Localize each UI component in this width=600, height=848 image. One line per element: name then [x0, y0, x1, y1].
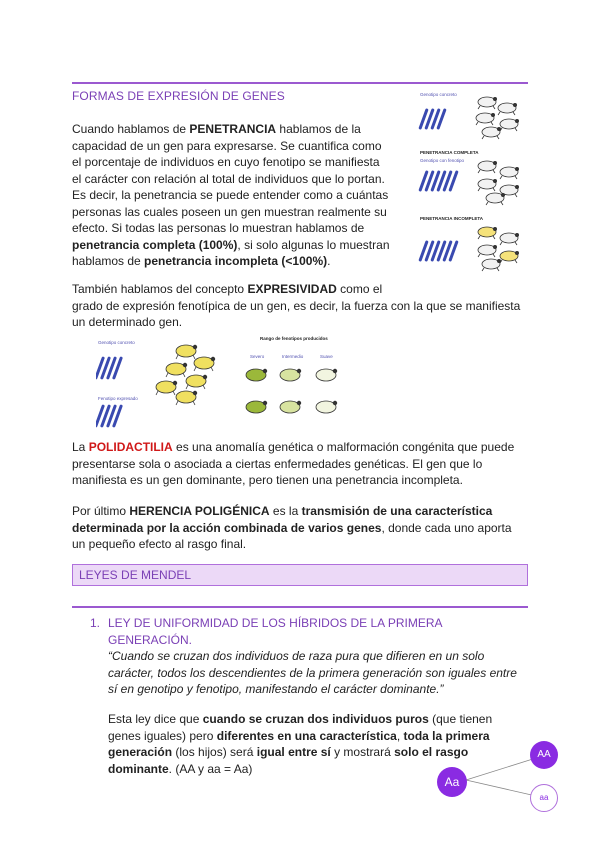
expr-col-1: Severo — [250, 354, 265, 359]
fig-label-incomplete: PENETRANCIA INCOMPLETA — [420, 216, 483, 221]
penetrance-figure — [416, 88, 528, 272]
expressivity-figure — [96, 334, 376, 430]
expr-col-2: Intermedio — [282, 354, 304, 359]
logo-circle-aa-hybrid: Aa — [437, 767, 467, 797]
penetrance-illustration — [416, 88, 528, 272]
polygenic-paragraph: Por último HERENCIA POLIGÉNICA es la transmisión de una característica determinada por la acción combinada de varios genes, donde cada uno aporta un pequeño efecto al rasgo final. — [72, 504, 512, 551]
polydactyly-paragraph: La POLIDACTILIA es una anomalía genética o malformación congénita que puede presentarse sola o asociada a ciertas enfermedades genéticas. El gen que lo manifiesta es un gen dominante, pero tienen una penetrancia incompleta. — [72, 440, 515, 487]
mendel-divider — [72, 606, 528, 608]
law1-number: 1. — [90, 616, 101, 630]
fig-label-genotype: Genotipo concreto — [420, 92, 457, 97]
expr-label-bottom: Fenotipo expresado — [98, 396, 138, 401]
law1-title: LEY DE UNIFORMIDAD DE LOS HÍBRIDOS DE LA PRIMERA GENERACIÓN. — [108, 616, 443, 647]
expressivity-illustration — [96, 334, 376, 430]
mendel-section-header — [72, 564, 528, 586]
expressivity-paragraph: También hablamos del concepto EXPRESIVIDAD como el grado de expresión fenotípica de un gen, es decir, la fuerza con la que se manifiesta un determinado gen. — [72, 282, 521, 329]
law1-body: Esta ley dice que cuando se cruzan dos individuos puros (que tienen genes iguales) pero diferentes en una característica, toda la primera generación (los hijos) será igual entre sí y mostrará solo el rasgo dominante. (AA y aa = Aa) — [108, 712, 493, 776]
fig-label-carriers: Genotipo con fenotipo — [420, 158, 465, 163]
expr-title: Rango de fenotipos producidos — [260, 336, 328, 341]
law1-quote: “Cuando se cruzan dos individuos de raza pura que difieren en un solo carácter, todos los descendientes de la primera generación son iguales entre sí en genotipo y fenotipo, manifestando el carácter dominante.” — [108, 649, 517, 696]
expr-col-3: Suave — [320, 354, 333, 359]
mendel-title: LEYES DE MENDEL — [79, 568, 192, 582]
logo-circle-aa-dominant: AA — [530, 741, 558, 769]
logo-circle-aa-recessive: aa — [530, 784, 558, 812]
expr-label-genotype: Genotipo concreto — [98, 340, 135, 345]
fig-label-complete: PENETRANCIA COMPLETA — [420, 150, 479, 155]
penetrance-paragraph: Cuando hablamos de PENETRANCIA hablamos de la capacidad de un gen para expresarse. Se cuantifica como el porcentaje de individuos en cuyo fenotipo se manifiesta el carácter con relación al total de individuos que lo portan. Es decir, la penetrancia se puede entender como a cuántas personas las cuales poseen un gen muestran realmente su efecto. Si todas las personas lo muestran hablamos de penetrancia completa (100%), si solo algunas lo muestran hablamos de penetrancia incompleta (<100%). — [72, 122, 390, 268]
top-divider — [72, 82, 528, 84]
section-title-formas: FORMAS DE EXPRESIÓN DE GENES — [72, 89, 285, 103]
